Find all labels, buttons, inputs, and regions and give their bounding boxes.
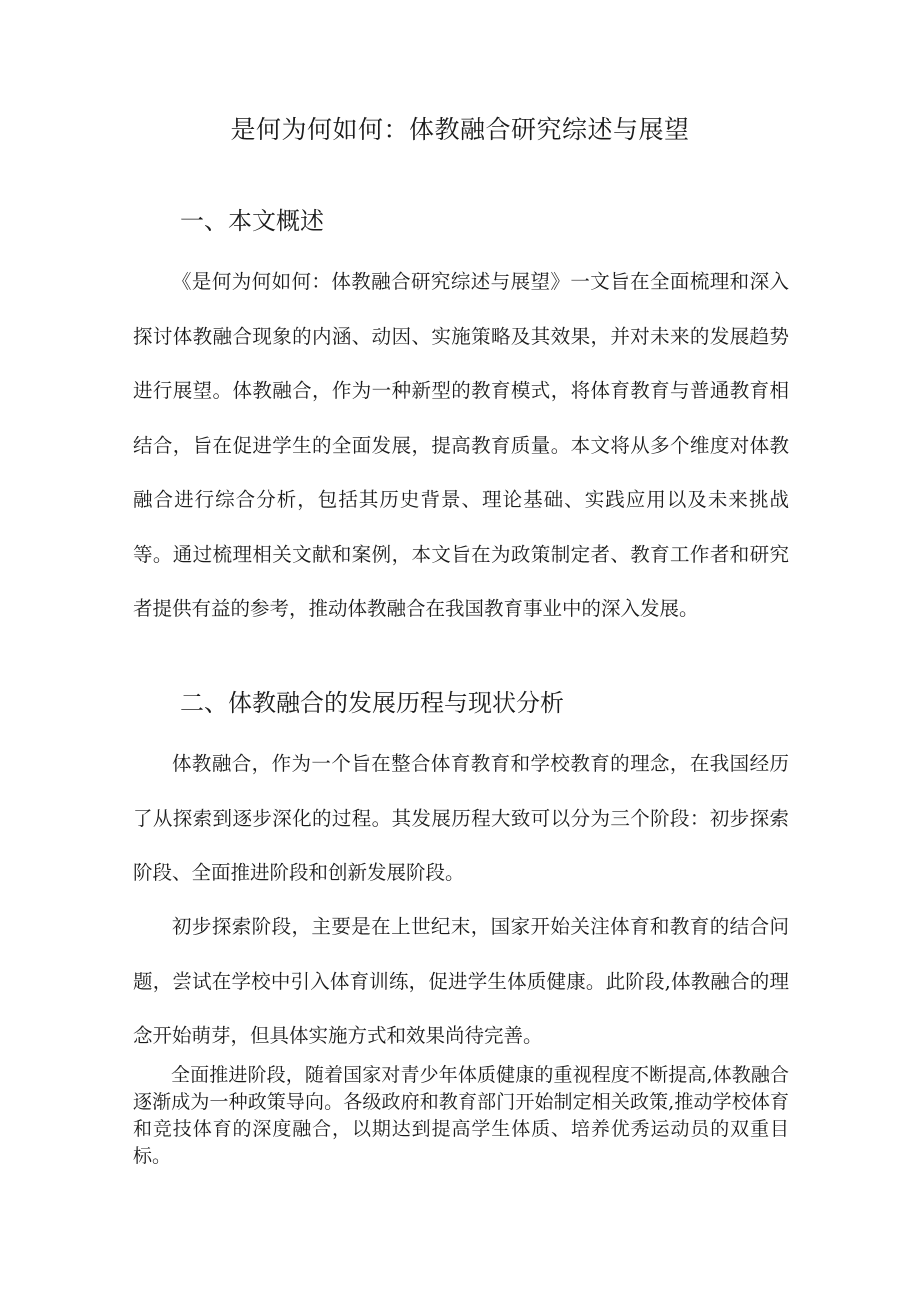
paragraph-initial-stage: 初步探索阶段，主要是在上世纪末，国家开始关注体育和教育的结合问题，尝试在学校中引入体育训练，促进学生体质健康。此阶段,体教融合的理念开始萌芽，但具体实施方式和效果尚待完善。 — [133, 915, 789, 1047]
paragraph-history-intro: 体教融合，作为一个旨在整合体育教育和学校教育的理念，在我国经历了从探索到逐步深化的过程。其发展历程大致可以分为三个阶段：初步探索阶段、全面推进阶段和创新发展阶段。 — [133, 752, 789, 884]
paragraph-comprehensive-stage: 全面推进阶段，随着国家对青少年体质健康的重视程度不断提高,体教融合逐渐成为一种政策导向。各级政府和教育部门开始制定相关政策,推动学校体育和竞技体育的深度融合，以期达到提高学生体质、培养优秀运动员的双重目标。 — [133, 1064, 789, 1167]
section-heading-overview: 一、本文概述 — [180, 207, 324, 235]
document-title: 是何为何如何：体教融合研究综述与展望 — [230, 115, 690, 144]
paragraph-overview: 《是何为何如何：体教融合研究综述与展望》一文旨在全面梳理和深入探讨体教融合现象的内涵、动因、实施策略及其效果，并对未来的发展趋势进行展望。体教融合，作为一种新型的教育模式，将体育教育与普通教育相结合，旨在促进学生的全面发展，提高教育质量。本文将从多个维度对体教融合进行综合分析，包括其历史背景、理论基础、实践应用以及未来挑战等。通过梳理相关文献和案例，本文旨在为政策制定者、教育工作者和研究者提供有益的参考，推动体教融合在我国教育事业中的深入发展。 — [133, 270, 789, 620]
section-heading-history: 二、体教融合的发展历程与现状分析 — [180, 689, 564, 717]
